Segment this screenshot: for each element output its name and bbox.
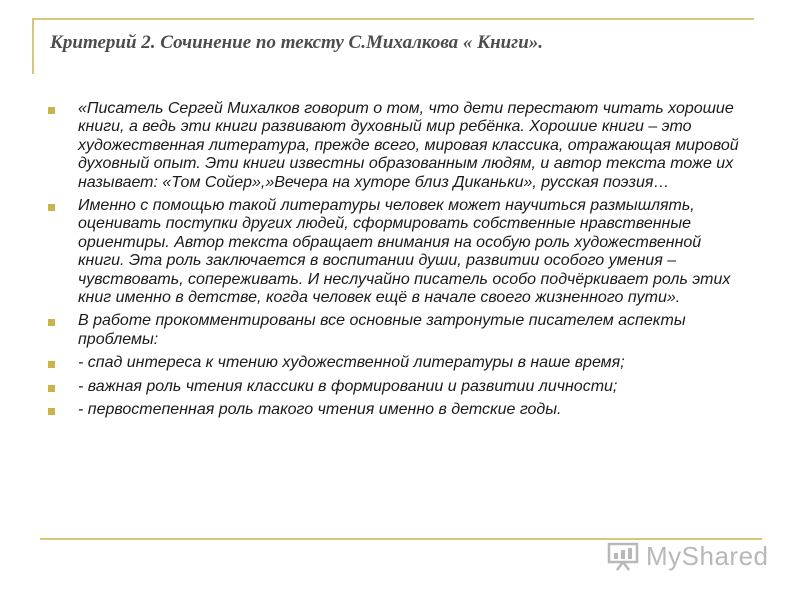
bullet-item bbox=[48, 100, 748, 192]
bullet-square-icon bbox=[48, 385, 55, 392]
bullet-square-icon bbox=[48, 107, 55, 114]
top-divider bbox=[32, 18, 754, 20]
bullet-item bbox=[48, 401, 748, 419]
title-side-divider bbox=[32, 18, 34, 74]
watermark-logo bbox=[606, 538, 769, 574]
bullet-text: - первостепенная роль такого чтения именно в детские годы. bbox=[78, 401, 562, 419]
bullet-item bbox=[48, 197, 748, 307]
bullet-text: - важная роль чтения классики в формировании и развитии личности; bbox=[78, 377, 618, 395]
bullet-text: - спад интереса к чтению художественной литературы в наше время; bbox=[78, 354, 625, 372]
bullet-text: Именно с помощью такой литературы человек может научиться размышлять, оценивать поступки других людей, сформировать собственные нравственные ориентиры. Автор текста обращает внимания на особую роль художественной книги. Эта роль заключается в воспитании души, развитии особого умения – чувствовать, сопереживать. И неслучайно писатель особо подчёркивает роль этих книг именно в детстве, когда человек ещё в начале своего жизненного пути». bbox=[78, 197, 731, 307]
bullet-text: «Писатель Сергей Михалков говорит о том, что дети перестают читать хорошие книги, а ведь эти книги развивают духовный мир ребёнка. Хорошие книги – это художественная литература, прежде всего, мировая классика, отражающая мировой духовный опыт. Эти книги известны образованным людям, и автор текста тоже их называет: «Том Сойер»,»Вечера на хуторе близ Диканьки», русская поэзия… bbox=[78, 100, 739, 191]
bullet-square-icon bbox=[48, 319, 55, 326]
bullet-text: В работе прокомментированы все основные затронутые писателем аспекты проблемы: bbox=[78, 312, 686, 348]
slide-title: Критерий 2. Сочинение по тексту С.Михалкова « Книги». bbox=[50, 32, 544, 53]
bullet-item bbox=[48, 378, 748, 396]
bullet-square-icon bbox=[48, 408, 55, 415]
bullet-square-icon bbox=[48, 361, 55, 368]
bullet-item bbox=[48, 312, 748, 349]
bullet-item bbox=[48, 354, 748, 372]
presentation-board-icon bbox=[606, 541, 640, 571]
bullet-list bbox=[48, 100, 748, 425]
watermark-text: MyShared bbox=[646, 540, 769, 571]
bullet-square-icon bbox=[48, 204, 55, 211]
